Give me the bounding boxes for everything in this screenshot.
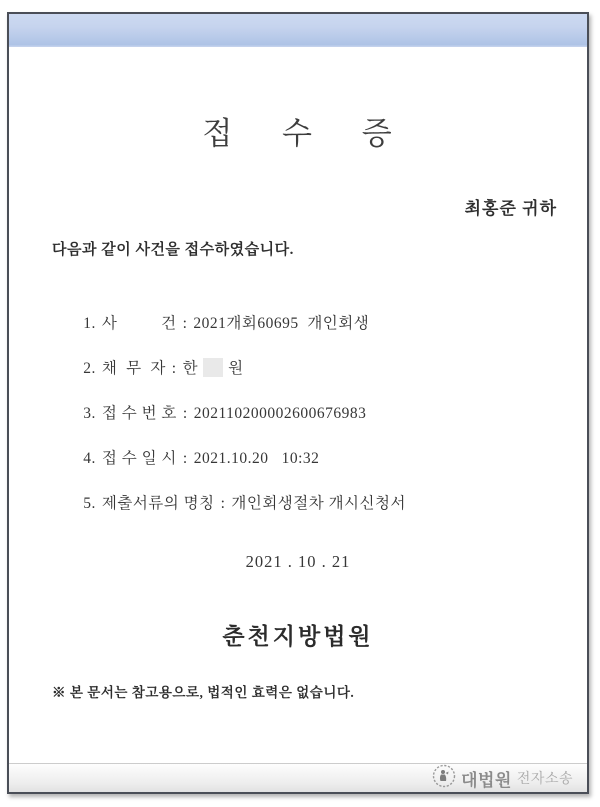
item-number: 3. [83,405,96,422]
brand-text: 대법원 [461,770,512,790]
receipt-datetime-value: 2021.10.20 10:32 [193,450,320,467]
case-number-row [57,293,557,338]
receipt-number-row [57,383,557,428]
item-label: 접 수 일 시 [101,450,177,467]
item-number: 5. [83,495,96,512]
case-number-value: 2021개회60695 개인회생 [193,315,370,332]
item-number: 4. [83,450,96,467]
item-label: 제출서류의 명칭 [101,495,215,512]
issue-date: 2021 . 10 . 21 [245,552,351,571]
redaction-box [203,358,223,377]
recipient-line: 최홍준 귀하 [464,199,557,218]
service-text: 전자소송 [516,770,573,786]
item-colon: : [220,495,226,512]
intro-statement: 다음과 같이 사건을 접수하였습니다. [52,242,294,258]
item-number: 2. [83,360,96,377]
supreme-court-emblem-icon [432,764,456,793]
debtor-row [57,338,557,383]
item-colon: : [182,450,188,467]
submitted-document-row [57,473,557,518]
item-label: 접 수 번 호 [101,405,177,422]
case-detail-list [57,293,557,518]
receipt-document [7,12,589,794]
item-label: 사 건 [101,315,177,332]
item-number: 1. [83,315,96,332]
supreme-court-logo [432,764,573,793]
receipt-datetime-row [57,428,557,473]
item-colon: : [182,315,188,332]
footer-bar [9,763,587,792]
item-colon: : [182,405,188,422]
debtor-name-prefix: 한 [182,360,199,377]
page-title: 접 수 증 [202,116,394,151]
court-name: 춘천지방법원 [222,624,374,649]
item-colon: : [171,360,177,377]
disclaimer-note: ※ 본 문서는 참고용으로, 법적인 효력은 없습니다. [52,685,355,700]
item-label: 채 무 자 [101,360,166,377]
header-accent-bar [9,14,587,47]
submitted-document-value: 개인회생절차 개시신청서 [231,495,406,512]
receipt-number-value: 202110200002600676983 [193,405,367,422]
debtor-name-suffix: 원 [228,360,244,377]
